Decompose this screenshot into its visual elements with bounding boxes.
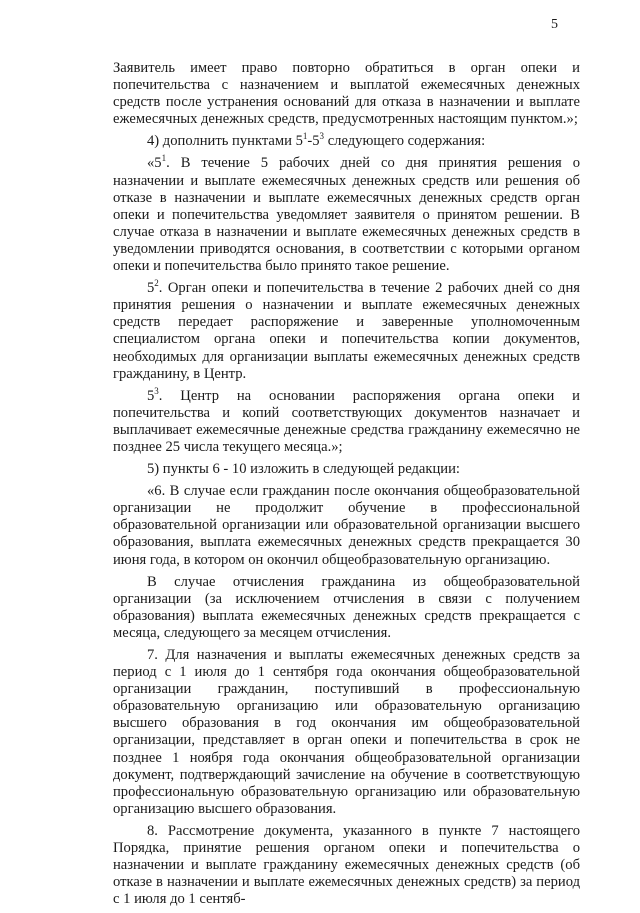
paragraph-text: «5 — [147, 155, 162, 172]
paragraph-text: 4) дополнить пунктами 5 — [147, 133, 303, 150]
paragraph-text: . Центр на основании распоряжения органа опеки и попечительства и копий соответствующих документов назначает и выплачивает ежемесячные денежные средства гражданину ежемесячно не позднее 25 числа текущего месяца.»; — [113, 387, 580, 455]
superscript: 3 — [319, 131, 325, 142]
paragraph-text: 7. Для назначения и выплаты ежемесячных денежных средств за период с 1 июля до 1 сентября года окончания общеобразовательной организации гражданин, поступивший в профессиональную образовательную организацию или образовательную организацию высшего образования в год окончания им общеобразовательной организации, представляет в орган опеки и попечительства в срок не позднее 1 ноября года окончания общеобразовательной организации документ, подтверждающий зачисление на обучение в соответствующую профессиональную образовательную организацию или образовательную организацию высшего образования. — [113, 647, 580, 817]
paragraph-text: «6. В случае если гражданин после окончания общеобразовательной организации не продолжит обучение в профессиональной образовательной организации или образовательной организации высшего образования, выплата ежемесячных денежных средств прекращается 30 июня года, в котором он окончил общеобразовательную организацию. — [113, 483, 580, 568]
paragraph — [113, 483, 580, 568]
paragraph-text: Заявитель имеет право повторно обратиться в орган опеки и попечительства с назначением и выплатой ежемесячных денежных средств после устранения оснований для отказа в назначении и выплате ежемесячных денежных средств, предусмотренных настоящим пунктом.»; — [113, 60, 580, 128]
paragraph-text: . Орган опеки и попечительства в течение 2 рабочих дней со дня принятия решения о назначении и выплате ежемесячных денежных средств передает распоряжение и заверенные уполномоченным специалистом органа опеки и попечительства копии документов, необходимых для организации выплаты ежемесячных денежных средств гражданину, в Центр. — [113, 280, 580, 382]
paragraph-text: 5 — [147, 280, 155, 297]
paragraph-text: В случае отчисления гражданина из общеобразовательной организации (за исключением отчисления в связи с получением образования) выплата ежемесячных денежных средств прекращается с месяца, следующего за месяцем отчисления. — [113, 573, 580, 641]
superscript: 1 — [302, 131, 308, 142]
superscript: 1 — [161, 153, 167, 164]
superscript: 3 — [154, 385, 159, 396]
paragraph — [113, 461, 580, 478]
paragraph-text: следующего содержания: — [324, 133, 486, 150]
paragraph — [113, 385, 580, 456]
superscript: 2 — [154, 278, 159, 289]
paragraph — [113, 574, 580, 642]
paragraph — [113, 647, 580, 818]
paragraph — [113, 823, 580, 908]
paragraph — [113, 155, 580, 275]
paragraph-text: 5 — [147, 387, 155, 404]
document-body — [113, 60, 580, 913]
paragraph-text: . В течение 5 рабочих дней со дня принятия решения о назначении и выплате ежемесячных денежных средств или решения об отказе в назначении и выплате ежемесячных денежных средств орган опеки и попечительства уведомляет заявителя о принятом решении. В случае отказа в назначении и выплате ежемесячных денежных средств в уведомлении приводятся основания, в соответствии с которыми органом опеки и попечительства было принято такое решение. — [113, 155, 580, 275]
paragraph — [113, 280, 580, 383]
paragraph-text: 8. Рассмотрение документа, указанного в пункте 7 настоящего Порядка, принятие решения органом опеки и попечительства о назначении и выплате гражданину ежемесячных денежных средств (об отказе в назначении и выплате ежемесячных денежных средств) за период с 1 июля до 1 сентяб- — [113, 822, 580, 908]
paragraph — [113, 60, 580, 128]
page-number: 5 — [551, 17, 558, 32]
paragraph-text: 5) пункты 6 - 10 изложить в следующей редакции: — [147, 461, 460, 478]
paragraph-text: -5 — [307, 133, 320, 150]
paragraph — [113, 133, 580, 150]
